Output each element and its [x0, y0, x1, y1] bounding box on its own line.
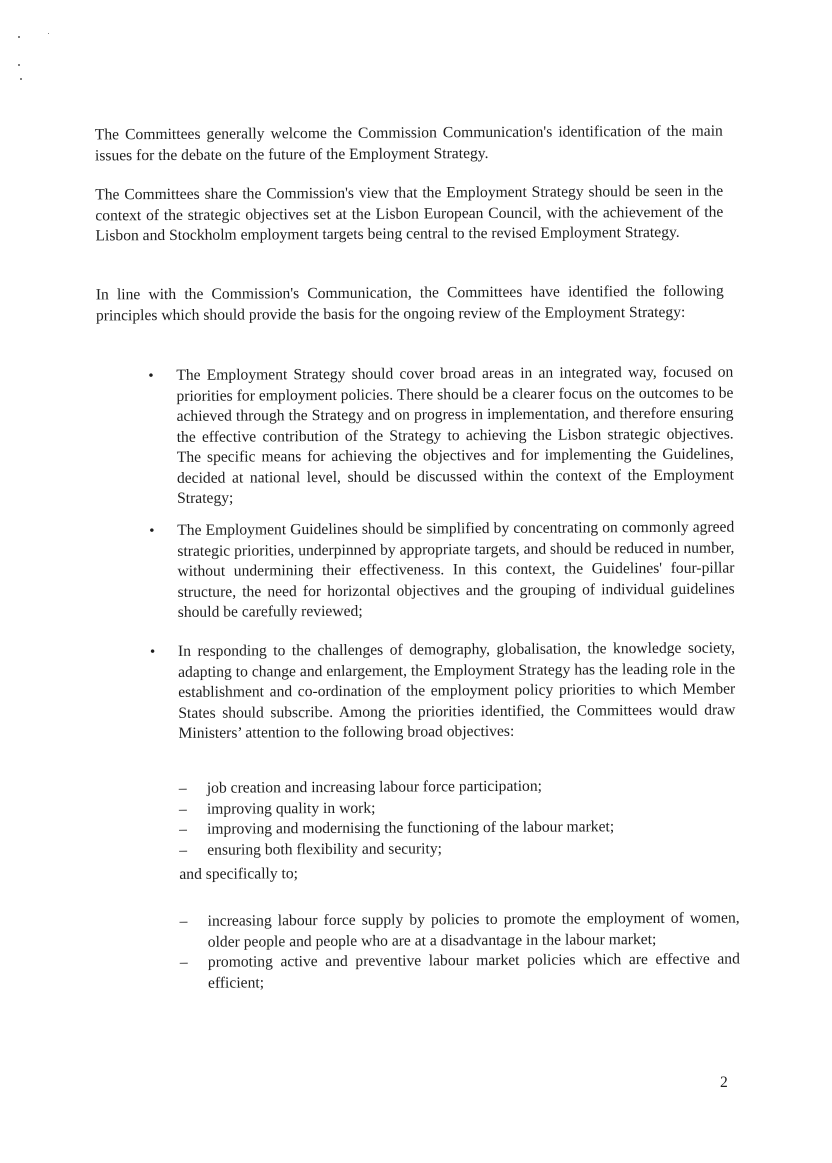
paragraph-intro: The Committees generally welcome the Commission Communication's identification of the main issues for the debate on the future of the Employment Strategy. [94, 122, 723, 164]
dash-marker: – [178, 800, 187, 818]
dash-marker: – [179, 912, 188, 930]
dash-marker: – [178, 779, 187, 797]
bullet-text: The Employment Guidelines should be simplified by concentrating on commonly agreed strategic priorities, underpinned by appropriate targets, and should be reduced in number, without undermining their effectiveness. In this context, the Guidelines' four-pillar structure, the need for horizontal objectives and the grouping of individual guidelines should be carefully reviewed; [177, 518, 735, 621]
scan-speck [18, 36, 20, 38]
bullet-marker: • [149, 644, 156, 661]
scan-speck [20, 78, 22, 80]
list-item-text: improving and modernising the functioning of the labour market; [207, 818, 615, 838]
list-item-text: job creation and increasing labour force participation; [206, 777, 543, 797]
dash-marker: – [179, 820, 187, 838]
dash-marker: – [179, 841, 188, 859]
bullet-text: In responding to the challenges of demography, globalisation, the knowledge society, adapting to change and enlargement, the Employment Strategy has the leading role in the establishment and co-ordination of the employment policy priorities to which Member States should subscribe. Among the priorities identified, the Committees would draw Ministers’ attention to the following broad objectives: [177, 639, 736, 742]
list-item-text: increasing labour force supply by policies to promote the employment of women, older people and people who are at a disadvantage in the labour market; [207, 909, 740, 951]
paragraph-principles: In line with the Commission's Communication, the Committees have identified the following principles which should provide the basis for the ongoing review of the Employment Strategy: [95, 282, 724, 324]
list-item [180, 908, 740, 952]
bullet-item-strategy-scope [148, 362, 738, 507]
bullet-marker: • [148, 368, 154, 385]
list-item [179, 837, 739, 861]
list-item-text: promoting active and preventive labour market policies which are effective and efficient; [207, 950, 740, 992]
bullet-marker: • [149, 523, 155, 540]
scan-speck [48, 33, 49, 34]
bullet-text: The Employment Strategy should cover broad areas in an integrated way, focused on priorities for employment policies. There should be a clearer focus on the outcomes to be achieved through the Strategy and on progress in implementation, and therefore ensuring the effective contribution of the Strategy to achieving the Lisbon strategic objectives. The specific means for achieving the objectives and for implementing the Guidelines, decided at national level, should be discussed within the context of the Employment Strategy; [176, 363, 734, 507]
dash-marker: – [179, 953, 188, 971]
specific-objectives-list [180, 908, 740, 993]
list-item [180, 949, 740, 993]
list-item-text: improving quality in work; [206, 799, 376, 818]
paragraph-context: The Committees share the Commission's view that the Employment Strategy should be seen in the context of the strategic objectives set at the Lisbon European Council, with the achievement of the Lisbon and Stockholm employment targets being central to the revised Employment Strategy. [95, 182, 724, 245]
scan-speck [18, 64, 20, 66]
list-item-text: ensuring both flexibility and security; [207, 839, 442, 859]
bullet-item-guidelines [149, 517, 739, 621]
page-number: 2 [720, 1074, 728, 1091]
specifically-intro: and specifically to; [179, 865, 299, 883]
bullet-item-challenges [149, 638, 740, 742]
broad-objectives-list [179, 776, 739, 861]
